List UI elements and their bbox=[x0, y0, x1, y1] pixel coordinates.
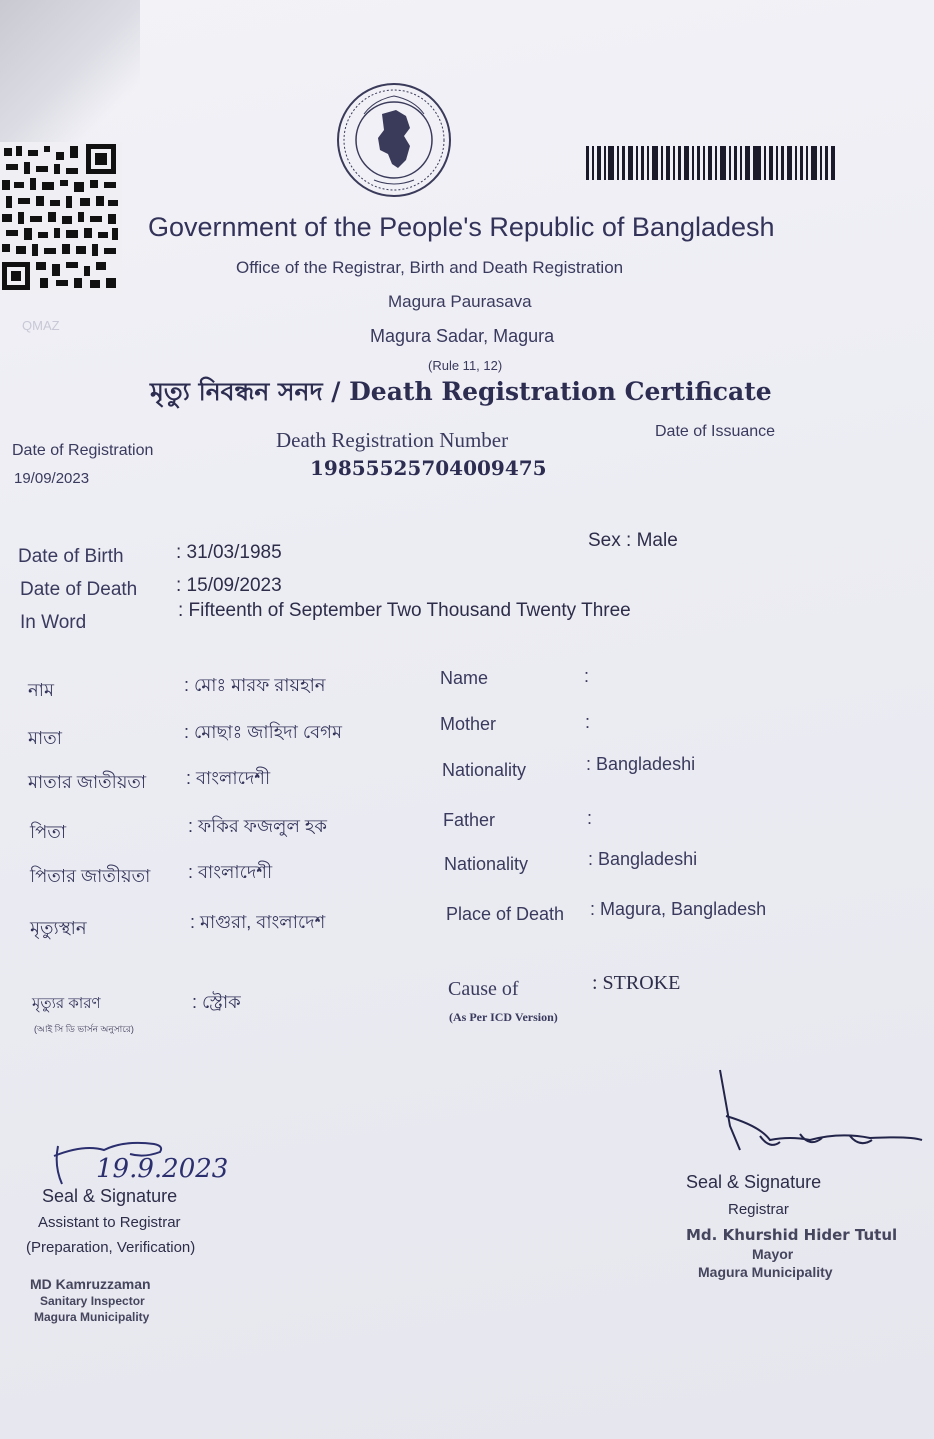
cause-en-subnote: (As Per ICD Version) bbox=[449, 1010, 558, 1024]
father-nationality-bn-value: : বাংলাদেশী bbox=[188, 862, 273, 882]
name-bn-label: নাম bbox=[28, 680, 54, 700]
cause-bn-value: : স্ট্রোক bbox=[192, 992, 241, 1012]
in-word-label: In Word bbox=[20, 612, 87, 633]
assistant-handwritten-date: 19.9.2023 bbox=[96, 1154, 229, 1184]
registration-number-label: Death Registration Number bbox=[276, 428, 509, 452]
father-en-value: : bbox=[587, 808, 593, 828]
certificate-title: মৃত্যু নিবন্ধন সনদ / Death Registration Certificate bbox=[150, 377, 772, 406]
assistant-stamp-title: Sanitary Inspector bbox=[40, 1294, 145, 1308]
cause-en-label: Cause of bbox=[448, 978, 519, 1000]
paurasava-heading: Magura Paurasava bbox=[388, 292, 532, 311]
registrar-seal-label: Seal & Signature bbox=[686, 1172, 822, 1192]
mother-nationality-bn-value: : বাংলাদেশী bbox=[186, 768, 271, 788]
father-bn-value: : ফকির ফজলুল হক bbox=[188, 816, 327, 836]
mother-bn-label: মাতা bbox=[28, 728, 62, 748]
name-en-label: Name bbox=[440, 668, 489, 688]
mother-nationality-en-label: Nationality bbox=[442, 760, 527, 780]
father-nationality-bn-label: পিতার জাতীয়তা bbox=[30, 866, 151, 886]
death-place-en-value: : Magura, Bangladesh bbox=[590, 899, 767, 919]
father-bn-label: পিতা bbox=[30, 822, 67, 842]
registrar-signature bbox=[700, 1066, 926, 1166]
qr-caption: QMAZ bbox=[22, 318, 60, 333]
issuance-date-label: Date of Issuance bbox=[655, 423, 776, 440]
registrar-stamp-org: Magura Municipality bbox=[698, 1264, 833, 1280]
cause-en-value: : STROKE bbox=[592, 972, 681, 994]
assistant-stamp-org: Magura Municipality bbox=[34, 1310, 150, 1324]
office-heading: Office of the Registrar, Birth and Death Registration bbox=[236, 258, 624, 277]
assistant-role: Assistant to Registrar bbox=[38, 1214, 181, 1231]
registration-date-label: Date of Registration bbox=[12, 442, 154, 459]
father-nationality-en-value: : Bangladeshi bbox=[588, 849, 698, 869]
registrar-stamp-title: Mayor bbox=[752, 1246, 794, 1262]
death-place-bn-label: মৃত্যুস্থান bbox=[30, 918, 87, 938]
rule-reference: (Rule 11, 12) bbox=[428, 358, 503, 373]
cause-bn-subnote: (আই সি ডি ভার্সন অনুসারে) bbox=[34, 1024, 134, 1034]
death-date-label: Date of Death bbox=[20, 579, 138, 600]
government-heading: Government of the People's Republic of Bangladesh bbox=[148, 212, 775, 242]
government-emblem bbox=[334, 80, 454, 200]
death-date-value: : 15/09/2023 bbox=[176, 575, 282, 596]
cause-bn-label: মৃত্যুর কারণ bbox=[32, 995, 101, 1012]
birth-date-value: : 31/03/1985 bbox=[176, 542, 282, 563]
name-en-value: : bbox=[584, 666, 590, 686]
mother-nationality-en-value: : Bangladeshi bbox=[586, 754, 696, 774]
mother-en-value: : bbox=[585, 712, 591, 732]
registrar-stamp-name: Md. Khurshid Hider Tutul bbox=[686, 1226, 898, 1244]
qr-code bbox=[0, 142, 122, 294]
father-nationality-en-label: Nationality bbox=[444, 854, 529, 874]
name-bn-value: : মোঃ মারফ রায়হান bbox=[184, 675, 326, 695]
mother-bn-value: : মোছাঃ জাহিদা বেগম bbox=[184, 722, 342, 742]
death-place-en-label: Place of Death bbox=[446, 904, 565, 924]
registrar-role: Registrar bbox=[728, 1201, 789, 1218]
registration-number-value: 19855525704009475 bbox=[310, 456, 547, 480]
assistant-stamp-name: MD Kamruzzaman bbox=[30, 1276, 151, 1292]
location-heading: Magura Sadar, Magura bbox=[370, 326, 555, 346]
mother-en-label: Mother bbox=[440, 714, 497, 734]
assistant-seal-label: Seal & Signature bbox=[42, 1186, 178, 1206]
mother-nationality-bn-label: মাতার জাতীয়তা bbox=[28, 772, 147, 792]
birth-date-label: Date of Birth bbox=[18, 546, 124, 567]
death-place-bn-value: : মাগুরা, বাংলাদেশ bbox=[190, 912, 326, 932]
barcode bbox=[586, 146, 838, 180]
father-en-label: Father bbox=[443, 810, 496, 830]
assistant-role-detail: (Preparation, Verification) bbox=[26, 1239, 196, 1256]
in-word-value: : Fifteenth of September Two Thousand Twenty Three bbox=[178, 600, 631, 621]
registration-date-value: 19/09/2023 bbox=[14, 470, 90, 487]
sex-value: Sex : Male bbox=[588, 530, 678, 551]
